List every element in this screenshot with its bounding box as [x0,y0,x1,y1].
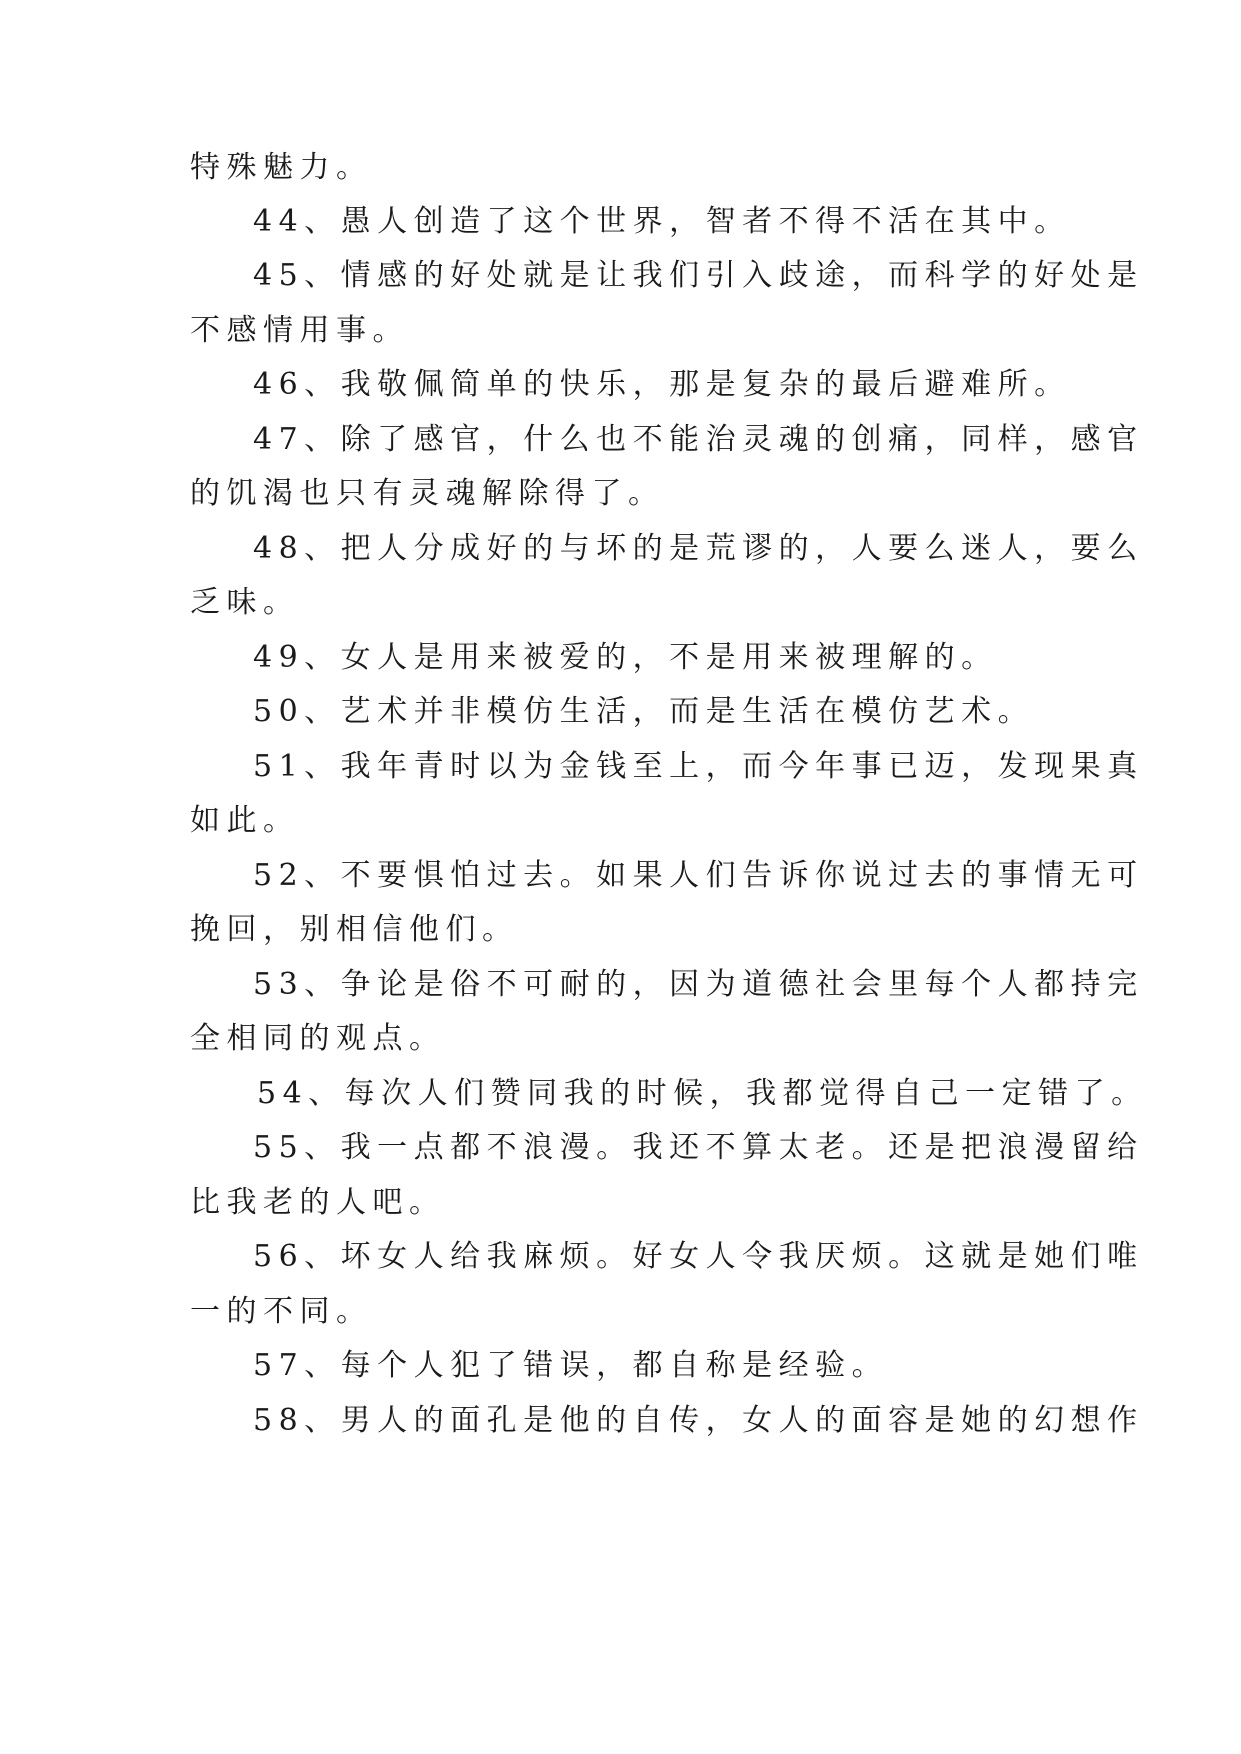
text-line: 58、男人的面孔是他的自传，女人的面容是她的幻想作 [253,1403,1144,1438]
text-line: 如此。 [190,803,300,838]
text-line: 比我老的人吧。 [190,1185,446,1220]
text-line: 挽回，别相信他们。 [190,912,519,947]
text-line: 51、我年青时以为金钱至上，而今年事已迈，发现果真 [253,749,1144,784]
text-line: 53、争论是俗不可耐的，因为道德社会里每个人都持完 [253,967,1144,1002]
text-line: 特殊魅力。 [190,150,373,185]
text-line: 46、我敬佩简单的快乐，那是复杂的最后避难所。 [253,367,1071,402]
text-line: 50、艺术并非模仿生活，而是生活在模仿艺术。 [253,694,1035,729]
text-line: 57、每个人犯了错误，都自称是经验。 [253,1348,889,1383]
text-line: 一的不同。 [190,1294,373,1329]
text-line: 54、每次人们赞同我的时候，我都觉得自己一定错了。 [257,1076,1148,1111]
text-line: 48、把人分成好的与坏的是荒谬的，人要么迷人，要么 [253,531,1144,566]
text-line: 55、我一点都不浪漫。我还不算太老。还是把浪漫留给 [253,1130,1144,1165]
text-line: 不感情用事。 [190,313,409,348]
text-line: 49、女人是用来被爱的，不是用来被理解的。 [253,640,998,675]
text-line: 52、不要惧怕过去。如果人们告诉你说过去的事情无可 [253,858,1144,893]
text-line: 47、除了感官，什么也不能治灵魂的创痛，同样，感官 [253,422,1144,457]
text-line: 44、愚人创造了这个世界，智者不得不活在其中。 [253,204,1071,239]
text-line: 乏味。 [190,585,300,620]
text-line: 全相同的观点。 [190,1021,446,1056]
text-line: 45、情感的好处就是让我们引入歧途，而科学的好处是 [253,258,1144,293]
text-line: 的饥渴也只有灵魂解除得了。 [190,476,665,511]
text-line: 56、坏女人给我麻烦。好女人令我厌烦。这就是她们唯 [253,1239,1144,1274]
